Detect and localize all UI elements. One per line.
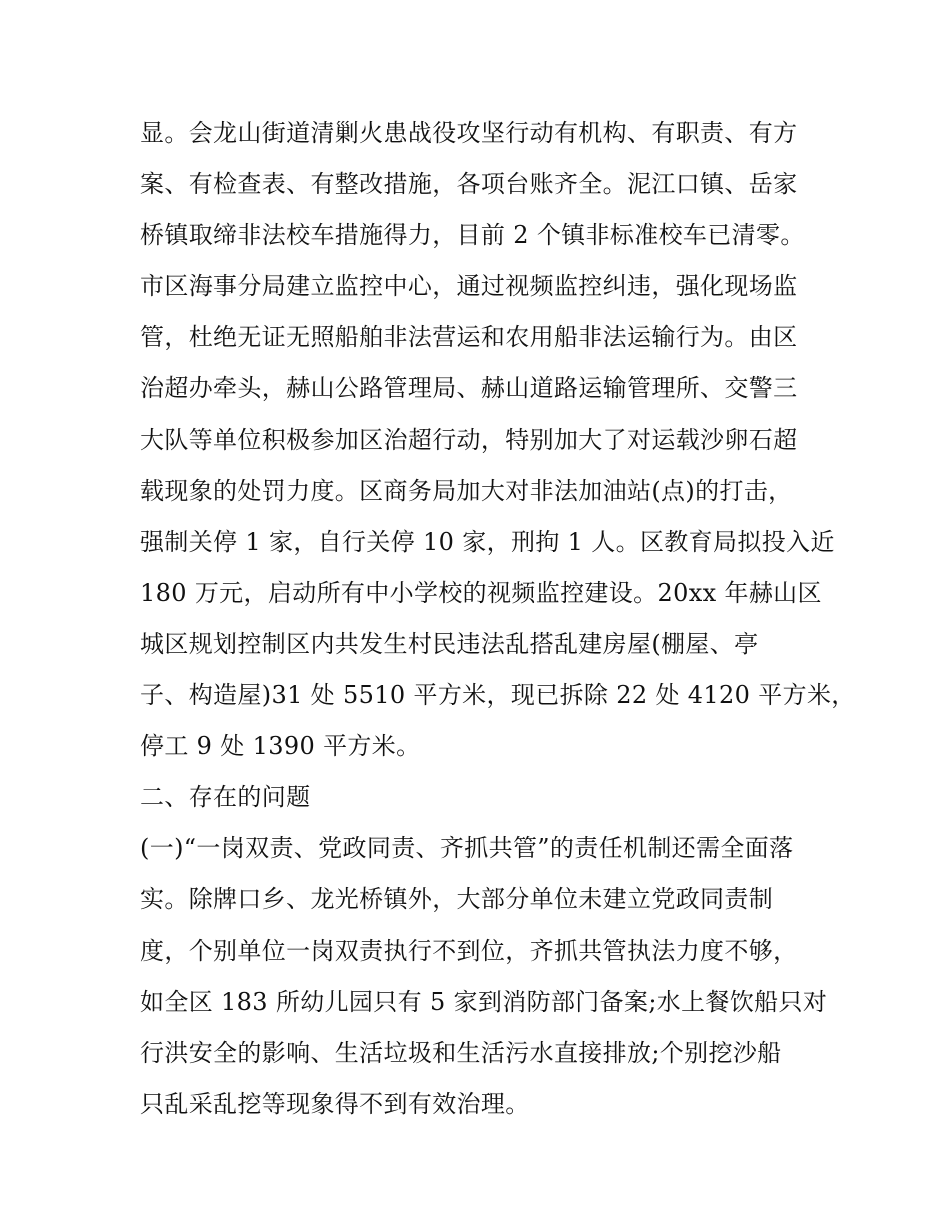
text-line: 180 万元，启动所有中小学校的视频监控建设。20xx 年赫山区 xyxy=(140,578,822,607)
text-line: 桥镇取缔非法校车措施得力，目前 2 个镇非标准校车已清零。 xyxy=(140,221,805,250)
body-text xyxy=(140,108,856,1130)
text-line: 管，杜绝无证无照船舶非法营运和农用船非法运输行为。由区 xyxy=(140,323,798,352)
text-line: 城区规划控制区内共发生村民违法乱搭乱建房屋(棚屋、亭 xyxy=(140,629,759,658)
text-line: (一)“一岗双责、党政同责、齐抓共管”的责任机制还需全面落 xyxy=(140,834,794,863)
text-line: 治超办牵头，赫山公路管理局、赫山道路运输管理所、交警三 xyxy=(140,374,798,403)
text-line: 如全区 183 所幼儿园只有 5 家到消防部门备案;水上餐饮船只对 xyxy=(140,987,828,1016)
text-line: 子、构造屋)31 处 5510 平方米，现已拆除 22 处 4120 平方米， xyxy=(140,681,856,710)
section-heading: 二、存在的问题 xyxy=(140,783,311,812)
text-line: 强制关停 1 家，自行关停 10 家，刑拘 1 人。区教育局拟投入近 xyxy=(140,527,835,556)
text-line: 行洪安全的影响、生活垃圾和生活污水直接排放;个别挖沙船 xyxy=(140,1038,782,1067)
text-line: 市区海事分局建立监控中心，通过视频监控纠违，强化现场监 xyxy=(140,272,798,301)
text-line: 大队等单位积极参加区治超行动，特别加大了对运载沙卵石超 xyxy=(140,425,798,454)
text-line: 实。除牌口乡、龙光桥镇外，大部分单位未建立党政同责制 xyxy=(140,885,774,914)
text-line: 度，个别单位一岗双责执行不到位，齐抓共管执法力度不够， xyxy=(140,936,798,965)
text-line: 案、有检查表、有整改措施，各项台账齐全。泥江口镇、岳家 xyxy=(140,170,798,199)
text-line: 载现象的处罚力度。区商务局加大对非法加油站(点)的打击， xyxy=(140,476,793,505)
text-line: 停工 9 处 1390 平方米。 xyxy=(140,732,421,761)
text-line: 只乱采乱挖等现象得不到有效治理。 xyxy=(140,1089,530,1118)
text-line: 显。会龙山街道清剿火患战役攻坚行动有机构、有职责、有方 xyxy=(140,119,798,147)
